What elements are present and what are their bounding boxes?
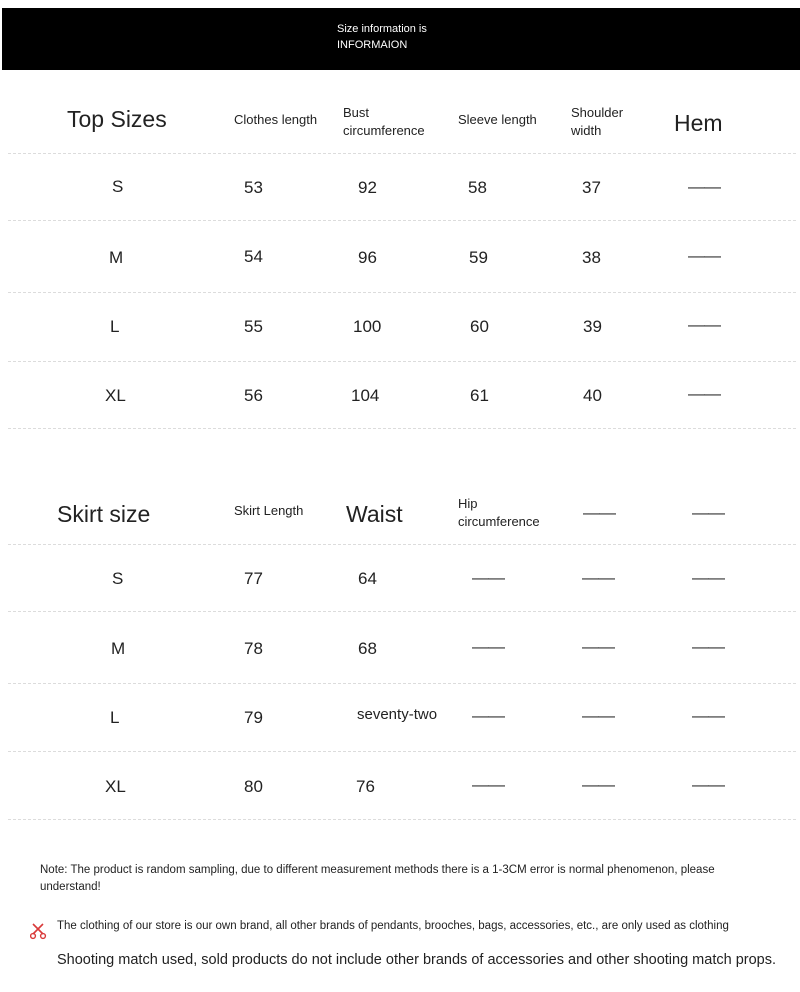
- banner-title-line1: Size information is: [337, 23, 427, 35]
- shoulder-value: 39: [583, 317, 602, 336]
- clothes-length-value: 54: [244, 247, 263, 266]
- skirt-length-value: 77: [244, 569, 263, 588]
- row-divider: [8, 428, 796, 429]
- empty-value: ——: [582, 775, 614, 794]
- hip-value: ——: [472, 706, 504, 725]
- hem-value: ——: [688, 246, 720, 265]
- col-header-hip: Hip circumference: [458, 496, 540, 529]
- bust-value: 92: [358, 178, 377, 197]
- size-label: L: [110, 317, 120, 336]
- col-header-empty-2: ——: [692, 503, 724, 522]
- row-divider: [8, 751, 796, 752]
- waist-value: 76: [356, 777, 375, 796]
- col-header-skirt-length: Skirt Length: [234, 503, 304, 518]
- clothes-length-value: 53: [244, 178, 263, 197]
- shoulder-value: 37: [582, 178, 601, 197]
- bust-value: 100: [353, 317, 382, 336]
- col-header-hem: Hem: [674, 110, 723, 136]
- clothes-length-value: 56: [244, 386, 263, 405]
- waist-value: seventy-two: [357, 706, 438, 723]
- row-divider: [8, 220, 796, 221]
- scissor-icon: [30, 919, 48, 941]
- sleeve-value: 60: [470, 317, 489, 336]
- row-divider: [8, 819, 796, 820]
- row-divider: [8, 361, 796, 362]
- col-header-waist: Waist: [346, 501, 403, 527]
- row-divider: [8, 611, 796, 612]
- hip-value: ——: [472, 568, 504, 587]
- col-header-sleeve-length: Sleeve length: [458, 112, 537, 127]
- row-divider: [8, 292, 796, 293]
- col-header-shoulder-width: Shoulder width: [571, 105, 624, 138]
- header-banner: [2, 8, 800, 70]
- row-divider: [8, 544, 796, 545]
- top-table-title: Top Sizes: [67, 106, 167, 132]
- col-header-empty-1: ——: [583, 503, 615, 522]
- hem-value: ——: [688, 177, 720, 196]
- bust-value: 96: [358, 248, 377, 267]
- empty-value: ——: [692, 775, 724, 794]
- empty-value: ——: [692, 706, 724, 725]
- hip-value: ——: [472, 637, 504, 656]
- size-label: M: [109, 248, 124, 267]
- disclaimer-line-1: The clothing of our store is our own brand, all other brands of pendants, brooches, bags, accessories, etc., are only used as clothing: [57, 920, 729, 932]
- clothes-length-value: 55: [244, 317, 263, 336]
- sleeve-value: 59: [469, 248, 488, 267]
- disclaimer-line-2: Shooting match used, sold products do not include other brands of accessories and other shooting match props.: [57, 952, 776, 968]
- hem-value: ——: [688, 384, 720, 403]
- empty-value: ——: [582, 706, 614, 725]
- empty-value: ——: [582, 637, 614, 656]
- size-label: S: [112, 177, 124, 196]
- skirt-length-value: 79: [244, 708, 263, 727]
- waist-value: 64: [358, 569, 377, 588]
- empty-value: ——: [582, 568, 614, 587]
- shoulder-value: 38: [582, 248, 601, 267]
- size-label: L: [110, 708, 120, 727]
- row-divider: [8, 153, 796, 154]
- row-divider: [8, 683, 796, 684]
- size-label: XL: [105, 386, 126, 405]
- skirt-length-value: 80: [244, 777, 263, 796]
- size-label: XL: [105, 777, 126, 796]
- waist-value: 68: [358, 639, 377, 658]
- measurement-note: Note: The product is random sampling, due to different measurement methods there is a 1-3CM error is normal phenomenon, please understand!: [40, 864, 715, 893]
- shoulder-value: 40: [583, 386, 602, 405]
- skirt-length-value: 78: [244, 639, 263, 658]
- hip-value: ——: [472, 775, 504, 794]
- col-header-bust: Bust circumference: [343, 105, 425, 138]
- bust-value: 104: [351, 386, 380, 405]
- empty-value: ——: [692, 637, 724, 656]
- skirt-table-title: Skirt size: [57, 501, 151, 527]
- col-header-clothes-length: Clothes length: [234, 112, 318, 127]
- sleeve-value: 61: [470, 386, 489, 405]
- banner-title-line2: INFORMAION: [337, 39, 408, 51]
- empty-value: ——: [692, 568, 724, 587]
- hem-value: ——: [688, 315, 720, 334]
- sleeve-value: 58: [468, 178, 487, 197]
- size-label: M: [111, 639, 126, 658]
- size-label: S: [112, 569, 124, 588]
